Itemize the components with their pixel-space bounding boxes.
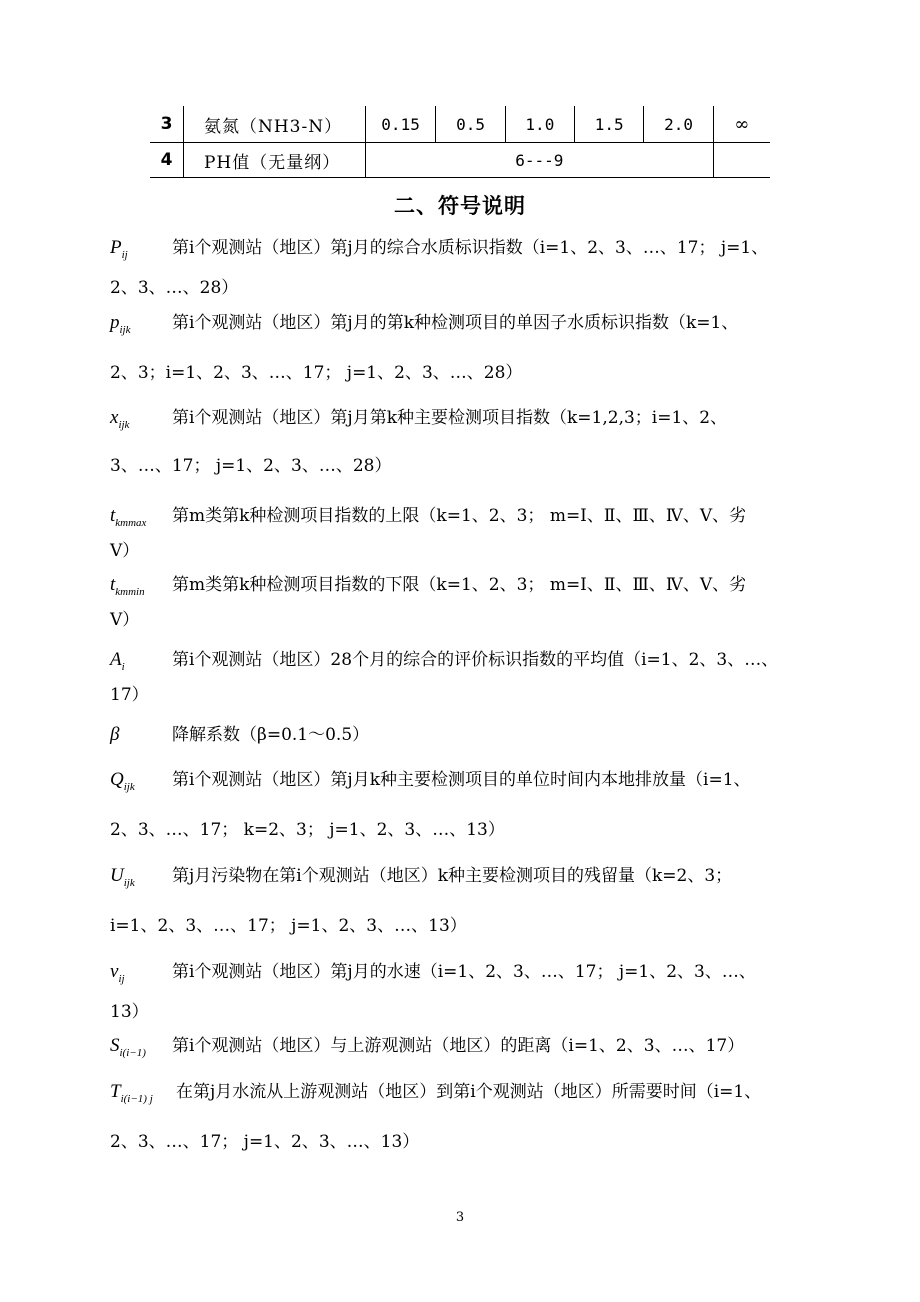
range-value-cell: 6---9 xyxy=(365,143,713,178)
symbol-notation xyxy=(110,1036,146,1059)
symbol-description: 第m类第k种检测项目指数的上限（k=1、2、3； m=Ⅰ、Ⅱ、Ⅲ、Ⅳ、Ⅴ、劣 xyxy=(172,506,747,526)
value-cell: 2.0 xyxy=(644,106,713,143)
symbol-subscript: ijk xyxy=(119,324,131,336)
symbol-notation xyxy=(110,725,119,748)
symbol-notation xyxy=(110,408,129,431)
symbol-notation xyxy=(110,1082,153,1105)
symbol-base: T xyxy=(110,1081,121,1102)
symbol-base: Q xyxy=(110,769,124,790)
symbol-base: p xyxy=(110,312,120,333)
symbol-base: x xyxy=(110,407,119,428)
symbol-notation xyxy=(110,313,131,336)
symbol-subscript: i(i−1) j xyxy=(120,1093,153,1105)
standards-table xyxy=(150,106,770,178)
symbol-base: U xyxy=(110,865,124,886)
symbol-description: 第i个观测站（地区）第j月的综合水质标识指数（i=1、2、3、…、17； j=1、 xyxy=(172,238,769,258)
symbol-description-continued: 2、3；i=1、2、3、…、17； j=1、2、3、…、28） xyxy=(110,363,523,383)
value-cell: 0.15 xyxy=(365,106,436,143)
symbol-notation xyxy=(110,962,125,985)
symbol-description-continued: i=1、2、3、…、17； j=1、2、3、…、13） xyxy=(110,916,467,936)
symbol-description: 在第j月水流从上游观测站（地区）到第i个观测站（地区）所需要时间（i=1、 xyxy=(176,1082,762,1102)
table-row xyxy=(150,106,770,143)
value-cell-last: ∞ xyxy=(713,106,770,143)
symbol-subscript: ijk xyxy=(123,877,135,889)
value-cell: 1.5 xyxy=(575,106,644,143)
value-cell: 1.0 xyxy=(505,106,574,143)
symbol-base: β xyxy=(110,724,120,745)
symbol-notation xyxy=(110,575,145,598)
symbol-subscript: ij xyxy=(121,249,128,261)
symbol-notation xyxy=(110,866,135,889)
symbol-subscript: i xyxy=(121,661,125,673)
table-row xyxy=(150,143,770,178)
section-title: 二、符号说明 xyxy=(394,194,526,218)
symbol-notation xyxy=(110,238,128,261)
symbol-description: 第i个观测站（地区）第j月第k种主要检测项目指数（k=1,2,3；i=1、2、 xyxy=(172,408,728,428)
symbol-description-continued: 2、3、…、28） xyxy=(110,278,239,298)
symbol-description: 第j月污染物在第i个观测站（地区）k种主要检测项目的残留量（k=2、3； xyxy=(172,866,733,886)
value-cell-last xyxy=(713,143,770,178)
symbol-description: 第i个观测站（地区）第j月的水速（i=1、2、3、…、17； j=1、2、3、…、 xyxy=(172,962,756,982)
symbol-base: t xyxy=(110,574,116,595)
symbol-subscript: ijk xyxy=(118,419,130,431)
symbol-notation xyxy=(110,770,135,793)
item-name: PH值（无量纲） xyxy=(183,143,365,178)
symbol-description-continued: 13） xyxy=(110,1002,149,1022)
symbol-notation xyxy=(110,650,125,673)
page-number: 3 xyxy=(455,1210,465,1225)
symbol-description-continued: 17） xyxy=(110,685,149,705)
symbol-description-continued: 2、3、…、17； j=1、2、3、…、13） xyxy=(110,1132,420,1152)
symbol-base: A xyxy=(110,649,122,670)
symbol-description: 第i个观测站（地区）第j月的第k种检测项目的单因子水质标识指数（k=1、 xyxy=(172,313,739,333)
symbol-description: 第i个观测站（地区）第j月k种主要检测项目的单位时间内本地排放量（i=1、 xyxy=(172,770,751,790)
value-cell: 0.5 xyxy=(436,106,505,143)
symbol-description: 第i个观测站（地区）与上游观测站（地区）的距离（i=1、2、3、…、17） xyxy=(172,1036,745,1056)
symbol-description-continued: Ⅴ） xyxy=(110,610,140,630)
symbol-base: P xyxy=(110,237,122,258)
symbol-description: 第m类第k种检测项目指数的下限（k=1、2、3； m=Ⅰ、Ⅱ、Ⅲ、Ⅳ、Ⅴ、劣 xyxy=(172,575,747,595)
symbol-subscript: i(i−1) xyxy=(119,1047,146,1059)
symbol-description-continued: 3、…、17； j=1、2、3、…、28） xyxy=(110,456,392,476)
row-number: 4 xyxy=(150,143,183,178)
symbol-description: 降解系数（β=0.1～0.5） xyxy=(172,725,370,745)
symbol-base: t xyxy=(110,505,116,526)
symbol-description: 第i个观测站（地区）28个月的综合的评价标识指数的平均值（i=1、2、3、…、 xyxy=(172,650,779,670)
item-name: 氨氮（NH3-N） xyxy=(183,106,365,143)
symbol-description-continued: Ⅴ） xyxy=(110,541,140,561)
symbol-base: v xyxy=(110,961,119,982)
symbol-subscript: ij xyxy=(118,973,125,985)
symbol-notation xyxy=(110,506,146,529)
symbol-subscript: ijk xyxy=(123,781,135,793)
symbol-subscript: kmmax xyxy=(115,517,147,529)
symbol-base: S xyxy=(110,1035,120,1056)
symbol-description-continued: 2、3、…、17； k=2、3； j=1、2、3、…、13） xyxy=(110,820,505,840)
symbol-subscript: kmmin xyxy=(115,586,145,598)
row-number: 3 xyxy=(150,106,183,143)
